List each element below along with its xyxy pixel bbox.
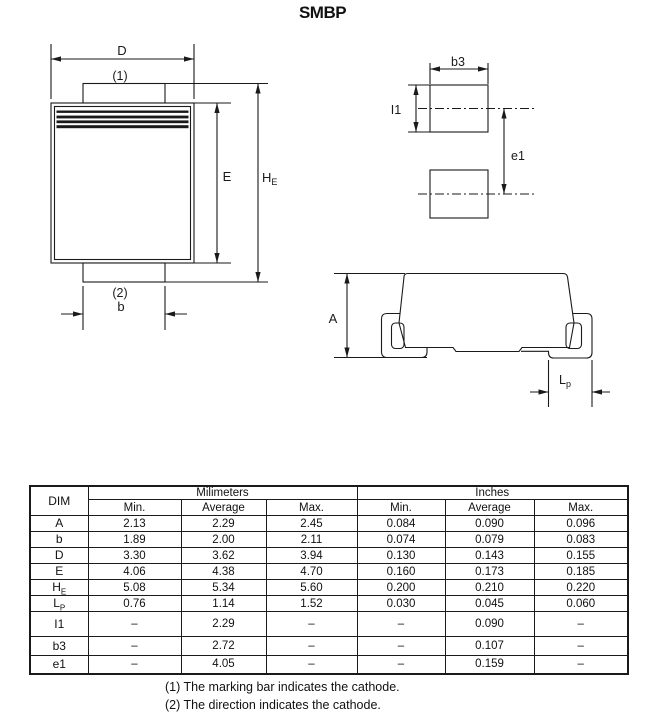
group-header-millimeters: Milimeters (88, 486, 357, 500)
table-cell: 0.159 (445, 656, 534, 674)
dim-label-cell: b (30, 532, 88, 548)
table-cell: 0.079 (445, 532, 534, 548)
top-lead-tab (83, 84, 165, 104)
dim-lp-label: $L_p$ (559, 373, 571, 389)
front-view (51, 43, 277, 330)
table-cell: 0.130 (357, 548, 445, 564)
table-cell: 5.08 (88, 580, 181, 596)
table-row (30, 656, 628, 674)
table-cell: – (357, 637, 445, 656)
table-cell: – (266, 612, 357, 637)
table-cell: 0.200 (357, 580, 445, 596)
table-cell: 0.074 (357, 532, 445, 548)
footnote-2: (2) The direction indicates the cathode. (165, 697, 381, 712)
subheader-cell: Min. (357, 500, 445, 516)
table-cell: 0.096 (534, 516, 628, 532)
dim-e1 (501, 109, 525, 195)
table-row (30, 516, 628, 532)
dim-he-label: $H_E$ (262, 170, 278, 187)
table-cell: 0.030 (357, 596, 445, 612)
table-cell: – (357, 656, 445, 674)
table-cell: – (266, 656, 357, 674)
footnotes (165, 679, 400, 714)
dim-i1-label: I1 (390, 103, 402, 117)
dim-b-label: b (117, 299, 125, 314)
dim-label-cell: e1 (30, 656, 88, 674)
table-row (30, 580, 628, 596)
table-cell: 0.083 (534, 532, 628, 548)
group-header-inches: Inches (357, 486, 628, 500)
dim-label-cell: b3 (30, 637, 88, 656)
dim-e-label: E (222, 169, 232, 184)
table-cell: 2.13 (88, 516, 181, 532)
note-1-label: (1) (112, 69, 128, 83)
page-title: SMBP (298, 3, 347, 22)
table-cell: 0.155 (534, 548, 628, 564)
table-cell: 4.06 (88, 564, 181, 580)
land-pattern-view (391, 55, 535, 218)
table-cell: 3.30 (88, 548, 181, 564)
table-cell: – (88, 656, 181, 674)
bottom-lead-tab (83, 263, 165, 282)
table-cell: 0.76 (88, 596, 181, 612)
subheader-cell: Average (181, 500, 266, 516)
side-view (329, 274, 610, 408)
table-cell: 0.220 (534, 580, 628, 596)
table-cell: 1.89 (88, 532, 181, 548)
dim-e (194, 103, 232, 263)
table-cell: 3.62 (181, 548, 266, 564)
dim-label-cell: E (30, 564, 88, 580)
table-cell: 0.210 (445, 580, 534, 596)
table-cell: – (266, 637, 357, 656)
table-cell: – (88, 612, 181, 637)
dim-d-label: D (117, 43, 127, 58)
table-cell: 4.70 (266, 564, 357, 580)
table-cell: 2.11 (266, 532, 357, 548)
table-cell: 3.94 (266, 548, 357, 564)
table-cell: – (534, 656, 628, 674)
table-cell: 4.38 (181, 564, 266, 580)
dimension-table (29, 485, 629, 675)
table-cell: 2.00 (181, 532, 266, 548)
table-cell: 0.160 (357, 564, 445, 580)
table-cell: 0.143 (445, 548, 534, 564)
table-cell: – (534, 637, 628, 656)
table-cell: 2.45 (266, 516, 357, 532)
dim-label-cell: $L_P$ (30, 596, 88, 612)
table-row (30, 637, 628, 656)
dim-a-label: A (328, 311, 338, 326)
footnote-1: (1) The marking bar indicates the cathode. (165, 680, 400, 694)
dim-e1-label: e1 (511, 149, 525, 163)
table-cell: 0.173 (445, 564, 534, 580)
table-cell: 5.34 (181, 580, 266, 596)
table-cell: – (534, 612, 628, 637)
table-cell: 2.29 (181, 516, 266, 532)
dim-b (61, 286, 187, 330)
table-cell: 0.107 (445, 637, 534, 656)
table-cell: 0.084 (357, 516, 445, 532)
table-row (30, 532, 628, 548)
dim-header-cell: DIM (30, 486, 88, 516)
subheader-cell: Min. (88, 500, 181, 516)
table-sub-header-row (30, 500, 628, 516)
table-cell: 0.060 (534, 596, 628, 612)
table-row (30, 596, 628, 612)
dim-lp (530, 360, 610, 407)
table-cell: 4.05 (181, 656, 266, 674)
table-cell: 5.60 (266, 580, 357, 596)
side-body (399, 274, 574, 352)
table-cell: 0.185 (534, 564, 628, 580)
note-2-label: (2) (112, 286, 128, 300)
subheader-cell: Max. (534, 500, 628, 516)
table-row (30, 548, 628, 564)
table-cell: 0.045 (445, 596, 534, 612)
dim-b3-label: b3 (451, 55, 465, 69)
table-cell: 2.72 (181, 637, 266, 656)
dim-label-cell: I1 (30, 612, 88, 637)
table-cell: – (357, 612, 445, 637)
table-group-header-row (30, 486, 628, 500)
table-cell: 0.090 (445, 612, 534, 637)
table-cell: 1.52 (266, 596, 357, 612)
dim-label-cell: $H_E$ (30, 580, 88, 596)
subheader-cell: Max. (266, 500, 357, 516)
table-row (30, 564, 628, 580)
table-cell: 0.090 (445, 516, 534, 532)
table-row (30, 612, 628, 637)
dim-label-cell: D (30, 548, 88, 564)
dim-b3 (430, 55, 488, 84)
table-cell: 2.29 (181, 612, 266, 637)
table-cell: – (88, 637, 181, 656)
subheader-cell: Average (445, 500, 534, 516)
table-cell: 1.14 (181, 596, 266, 612)
dim-label-cell: A (30, 516, 88, 532)
